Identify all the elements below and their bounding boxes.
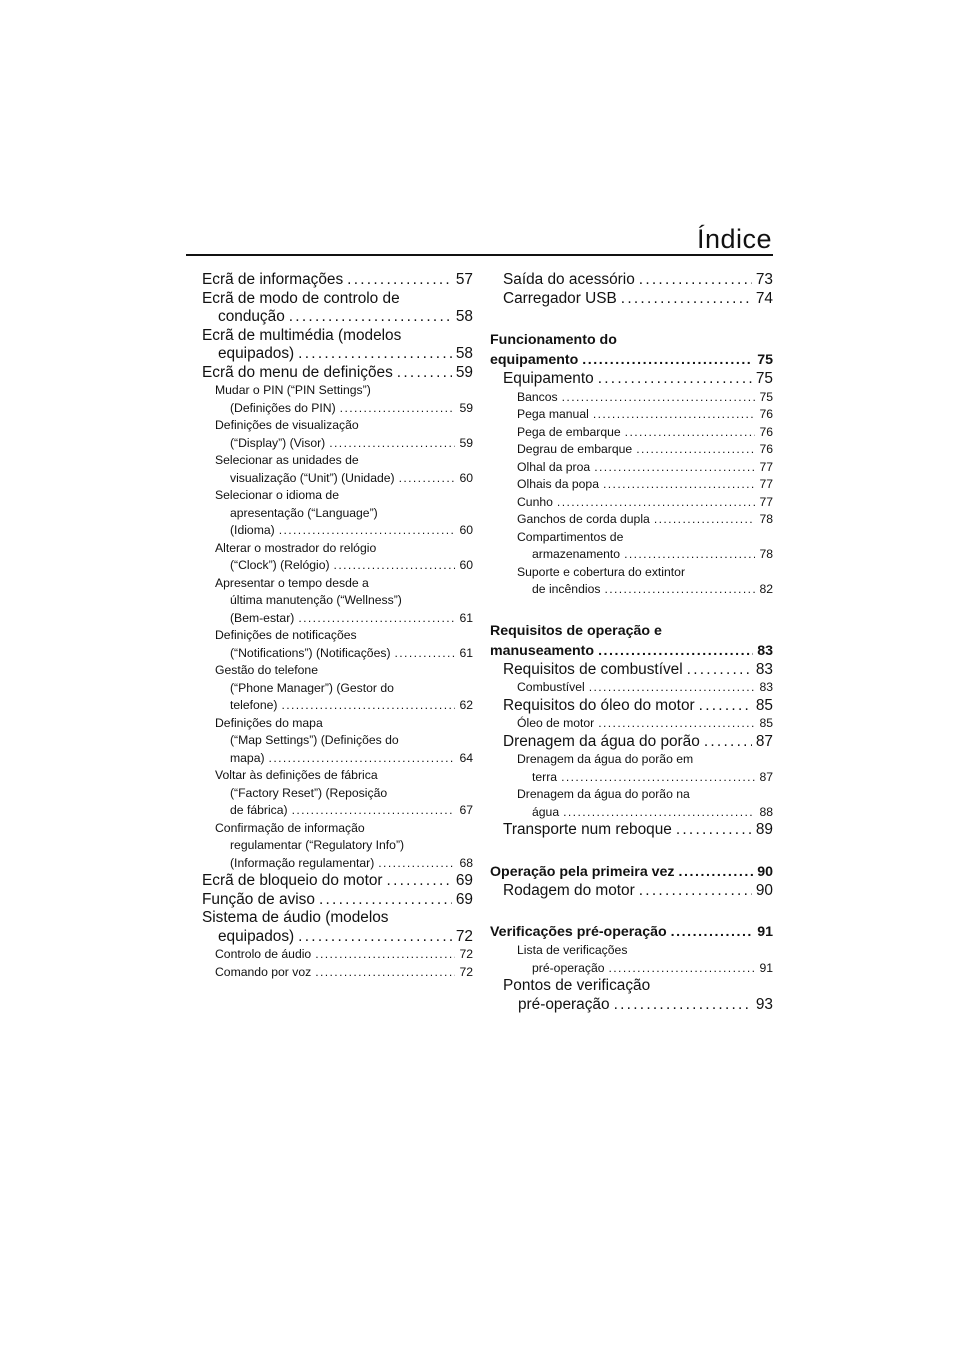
page-number: 93 [755, 995, 773, 1013]
section-spacer [490, 599, 773, 621]
page-number: 76 [759, 424, 773, 439]
page-number: 78 [759, 512, 773, 526]
page-number: 75 [757, 352, 773, 368]
toc-entry-text: Bancos [517, 389, 558, 404]
toc-entry[interactable] [202, 715, 473, 768]
toc-entry[interactable] [202, 452, 473, 487]
toc-entry[interactable] [202, 909, 473, 946]
toc-entry-text: água [532, 804, 560, 819]
dot-leader [347, 271, 452, 290]
toc-entry-text: regulamentar (“Regulatory Info”) [230, 838, 405, 852]
toc-entry-text: Compartimentos de [517, 529, 624, 544]
page-number: 78 [759, 547, 773, 561]
toc-entry[interactable] [490, 406, 773, 424]
toc-entry-text: Selecionar o idioma de [215, 488, 339, 502]
dot-leader [603, 476, 755, 494]
page-number: 83 [759, 680, 773, 694]
toc-entry-text: Cunho [517, 494, 553, 509]
section-spacer [490, 840, 773, 862]
toc-entry[interactable] [202, 290, 473, 327]
dot-leader [395, 645, 456, 663]
dot-leader [598, 641, 753, 661]
toc-entry[interactable] [490, 290, 773, 309]
page-number: 91 [759, 960, 773, 975]
toc-entry-text: mapa) [230, 750, 265, 765]
toc-entry-text: Lista de verificações [517, 943, 628, 957]
page-number: 83 [757, 642, 773, 659]
dot-leader [598, 715, 755, 733]
page-number: 76 [759, 407, 773, 421]
toc-entry[interactable] [490, 529, 773, 564]
page-number: 72 [455, 927, 473, 945]
dot-leader [561, 769, 755, 787]
page-number: 87 [755, 732, 773, 750]
toc-entry-text: Pega de embarque [517, 424, 621, 439]
dot-leader [671, 922, 754, 942]
page-number: 85 [755, 696, 773, 714]
dot-leader [639, 271, 752, 290]
toc-entry-text: (Idioma) [230, 523, 275, 537]
dot-leader [292, 802, 456, 820]
toc-section-heading[interactable] [490, 330, 773, 370]
page-number: 73 [755, 271, 773, 288]
toc-entry[interactable] [490, 511, 773, 529]
toc-entry[interactable] [490, 679, 773, 697]
page-number: 89 [755, 821, 773, 838]
dot-leader [639, 882, 752, 901]
toc-entry-text: (“Map Settings”) (Definições do [230, 733, 399, 747]
dot-leader [679, 862, 754, 882]
toc-entry-text: Olhais da popa [517, 477, 599, 491]
dot-leader [298, 610, 455, 628]
toc-entry[interactable] [202, 964, 473, 982]
page-number: 91 [757, 924, 773, 940]
toc-entry[interactable] [490, 733, 773, 752]
toc-entry[interactable] [202, 891, 473, 910]
toc-entry-text: Suporte e cobertura do extintor [517, 564, 686, 579]
page-number: 74 [755, 289, 773, 307]
dot-leader [624, 546, 755, 564]
toc-right-column [490, 271, 773, 1014]
page-number: 72 [459, 947, 473, 961]
page-number: 75 [755, 370, 773, 387]
toc-entry-text: Ecrã do menu de definições [202, 363, 393, 381]
page-number: 69 [455, 890, 473, 908]
dot-leader [598, 370, 752, 389]
toc-entry-text: Confirmação de informação [215, 820, 365, 835]
page-number: 90 [755, 881, 773, 899]
dot-leader [704, 733, 752, 752]
dot-leader [340, 400, 456, 418]
dot-leader [387, 872, 452, 891]
toc-entry-text: Definições de visualização [215, 418, 359, 432]
toc-entry[interactable] [202, 627, 473, 662]
page-number: 58 [455, 345, 473, 362]
dot-leader [594, 459, 755, 477]
title-rule [186, 254, 773, 256]
page-number: 60 [459, 470, 473, 485]
toc-entry[interactable] [202, 820, 473, 873]
dot-leader [676, 821, 752, 840]
toc-entry-text: Transporte num reboque [503, 821, 672, 838]
page-number: 67 [459, 803, 473, 817]
toc-entry-text: armazenamento [532, 547, 621, 561]
dot-leader [621, 290, 752, 309]
toc-entry-text: Olhal da proa [517, 459, 591, 474]
page-number: 76 [759, 442, 773, 456]
toc-entry-text: Pontos de verificação [503, 977, 651, 994]
dot-leader [562, 389, 756, 407]
toc-entry-text: equipados) [218, 345, 295, 362]
page-number: 75 [759, 389, 773, 404]
dot-leader [315, 946, 455, 964]
toc-entry[interactable] [490, 786, 773, 821]
toc-entry[interactable] [490, 494, 773, 512]
toc-entry-text: pré-operação [518, 995, 610, 1013]
toc-entry[interactable] [490, 715, 773, 733]
toc-entry-text: Drenagem da água do porão [503, 732, 700, 750]
toc-entry-text: Comando por voz [215, 964, 312, 979]
toc-entry-text: manuseamento [490, 642, 595, 659]
page-title: Índice [696, 224, 772, 254]
toc-entry-text: Ganchos de corda dupla [517, 512, 650, 526]
page-number: 61 [459, 645, 473, 660]
dot-leader [397, 364, 452, 383]
toc-section-heading[interactable] [490, 862, 773, 882]
toc-entry[interactable] [490, 271, 773, 290]
dot-leader [378, 855, 455, 873]
toc-entry[interactable] [202, 382, 473, 417]
page-number: 58 [455, 308, 473, 325]
toc-entry[interactable] [490, 564, 773, 599]
toc-entry-text: Verificações pré-operação [490, 924, 667, 940]
toc-entry-text: Ecrã de bloqueio do motor [202, 872, 383, 889]
toc-entry-text: Definições do mapa [215, 715, 323, 730]
toc-entry-text: Equipamento [503, 370, 594, 387]
toc-left-column [202, 271, 473, 981]
toc-entry-text: Carregador USB [503, 289, 617, 307]
dot-leader [593, 406, 756, 424]
page-number: 83 [755, 660, 773, 678]
toc-entry-text: de incêndios [532, 582, 601, 596]
toc-entry[interactable] [202, 487, 473, 540]
toc-entry[interactable] [202, 946, 473, 964]
toc-entry-text: Operação pela primeira vez [490, 863, 675, 880]
section-spacer [490, 308, 773, 330]
page-number: 77 [759, 459, 773, 474]
toc-entry-text: Drenagem da água do porão em [517, 752, 694, 766]
toc-entry[interactable] [490, 697, 773, 716]
toc-entry-text: Apresentar o tempo desde a [215, 575, 369, 590]
page-number: 69 [455, 872, 473, 889]
toc-entry-text: (“Factory Reset”) (Reposição [230, 785, 388, 800]
toc-entry-text: Voltar às definições de fábrica [215, 768, 378, 782]
toc-entry-text: última manutenção (“Wellness”) [230, 593, 402, 607]
toc-entry-text: condução [218, 308, 285, 325]
page-number: 82 [759, 582, 773, 596]
toc-entry-text: Pega manual [517, 407, 589, 421]
page-number: 64 [459, 750, 473, 765]
toc-entry-text: Ecrã de informações [202, 271, 344, 288]
dot-leader [334, 557, 456, 575]
toc-entry[interactable] [202, 417, 473, 452]
toc-entry-text: Saída do acessório [503, 271, 635, 288]
toc-entry-text: (Informação regulamentar) [230, 855, 375, 870]
page-number: 72 [459, 964, 473, 979]
page-number: 77 [759, 494, 773, 509]
dot-leader [687, 661, 752, 680]
toc-entry[interactable] [490, 476, 773, 494]
toc-entry-text: Definições de notificações [215, 628, 357, 642]
dot-leader [625, 424, 756, 442]
toc-entry-text: Combustível [517, 680, 585, 694]
page-number: 59 [459, 400, 473, 415]
toc-entry[interactable] [490, 424, 773, 442]
page-number: 59 [455, 363, 473, 381]
page-number: 85 [759, 716, 773, 730]
dot-leader [399, 470, 456, 488]
toc-entry-text: Alterar o mostrador do relógio [215, 540, 377, 555]
toc-entry-text: (“Display”) (Visor) [230, 435, 326, 450]
page-number: 60 [459, 558, 473, 572]
toc-entry-text: de fábrica) [230, 803, 288, 817]
toc-entry-text: Sistema de áudio (modelos [202, 909, 389, 926]
toc-entry-text: Óleo de motor [517, 716, 595, 730]
dot-leader [319, 891, 452, 910]
page-number: 61 [459, 610, 473, 625]
toc-entry-text: telefone) [230, 698, 278, 712]
toc-entry-text: Drenagem da água do porão na [517, 787, 690, 801]
toc-entry-text: (Bem-estar) [230, 610, 295, 625]
toc-entry-text: Ecrã de modo de controlo de [202, 289, 400, 307]
toc-entry-text: Requisitos de operação e [490, 622, 662, 639]
toc-entry-text: (“Clock”) (Relógio) [230, 558, 330, 572]
toc-entry[interactable] [490, 441, 773, 459]
toc-section-heading[interactable] [490, 621, 773, 661]
toc-entry[interactable] [490, 661, 773, 680]
toc-entry-text: Degrau de embarque [517, 442, 633, 456]
dot-leader [329, 435, 455, 453]
toc-entry[interactable] [202, 767, 473, 820]
toc-entry[interactable] [490, 942, 773, 977]
toc-entry-text: visualização (“Unit”) (Unidade) [230, 470, 395, 485]
toc-entry[interactable] [490, 751, 773, 786]
dot-leader [636, 441, 755, 459]
page-number: 90 [757, 863, 773, 880]
dot-leader [589, 679, 756, 697]
toc-entry[interactable] [202, 271, 473, 290]
toc-entry[interactable] [202, 327, 473, 364]
toc-entry-text: Mudar o PIN (“PIN Settings”) [215, 383, 371, 397]
section-spacer [490, 900, 773, 922]
page-number: 68 [459, 855, 473, 870]
toc-entry[interactable] [490, 389, 773, 407]
toc-entry[interactable] [490, 977, 773, 1014]
dot-leader [315, 964, 455, 982]
dot-leader [699, 697, 752, 716]
page-number: 87 [759, 769, 773, 784]
toc-entry-text: (“Notifications”) (Notificações) [230, 645, 391, 660]
dot-leader [614, 996, 752, 1015]
toc-entry-text: terra [532, 769, 558, 784]
dot-leader [563, 804, 755, 822]
dot-leader [604, 581, 755, 599]
toc-entry[interactable] [490, 370, 773, 389]
dot-leader [289, 308, 452, 327]
toc-entry-text: equipados) [218, 927, 295, 945]
toc-entry-text: Função de aviso [202, 890, 315, 908]
dot-leader [609, 960, 756, 978]
toc-entry-text: Controlo de áudio [215, 947, 312, 961]
toc-entry[interactable] [202, 575, 473, 628]
toc-entry-text: pré-operação [532, 960, 605, 975]
dot-leader [279, 522, 456, 540]
toc-entry-text: equipamento [490, 352, 579, 368]
page-number: 88 [759, 804, 773, 819]
dot-leader [298, 928, 452, 947]
page-number: 59 [459, 435, 473, 450]
toc-entry-text: Selecionar as unidades de [215, 453, 359, 467]
toc-entry[interactable] [202, 662, 473, 715]
dot-leader [654, 511, 756, 529]
dot-leader [281, 697, 455, 715]
toc-entry-text: Rodagem do motor [503, 881, 635, 899]
toc-entry-text: Ecrã de multimédia (modelos [202, 326, 402, 344]
toc-entry[interactable] [490, 882, 773, 901]
toc-entry-text: Gestão do telefone [215, 663, 318, 677]
toc-entry-text: (“Phone Manager”) (Gestor do [230, 680, 394, 695]
toc-entry[interactable] [202, 872, 473, 891]
toc-entry-text: (Definições do PIN) [230, 400, 336, 415]
toc-entry[interactable] [202, 364, 473, 383]
toc-entry-text: Requisitos de combustível [503, 660, 683, 678]
dot-leader [298, 345, 452, 364]
page-number: 60 [459, 523, 473, 537]
toc-entry[interactable] [202, 540, 473, 575]
dot-leader [269, 750, 456, 768]
toc-section-heading[interactable] [490, 922, 773, 942]
page-number: 62 [459, 698, 473, 712]
toc-entry[interactable] [490, 821, 773, 840]
toc-entry[interactable] [490, 459, 773, 477]
page-number: 57 [455, 271, 473, 288]
toc-entry-text: Requisitos do óleo do motor [503, 696, 695, 714]
dot-leader [582, 350, 753, 370]
dot-leader [557, 494, 756, 512]
toc-entry-text: Funcionamento do [490, 332, 617, 348]
page-number: 77 [759, 477, 773, 491]
toc-entry-text: apresentação (“Language”) [230, 505, 378, 520]
